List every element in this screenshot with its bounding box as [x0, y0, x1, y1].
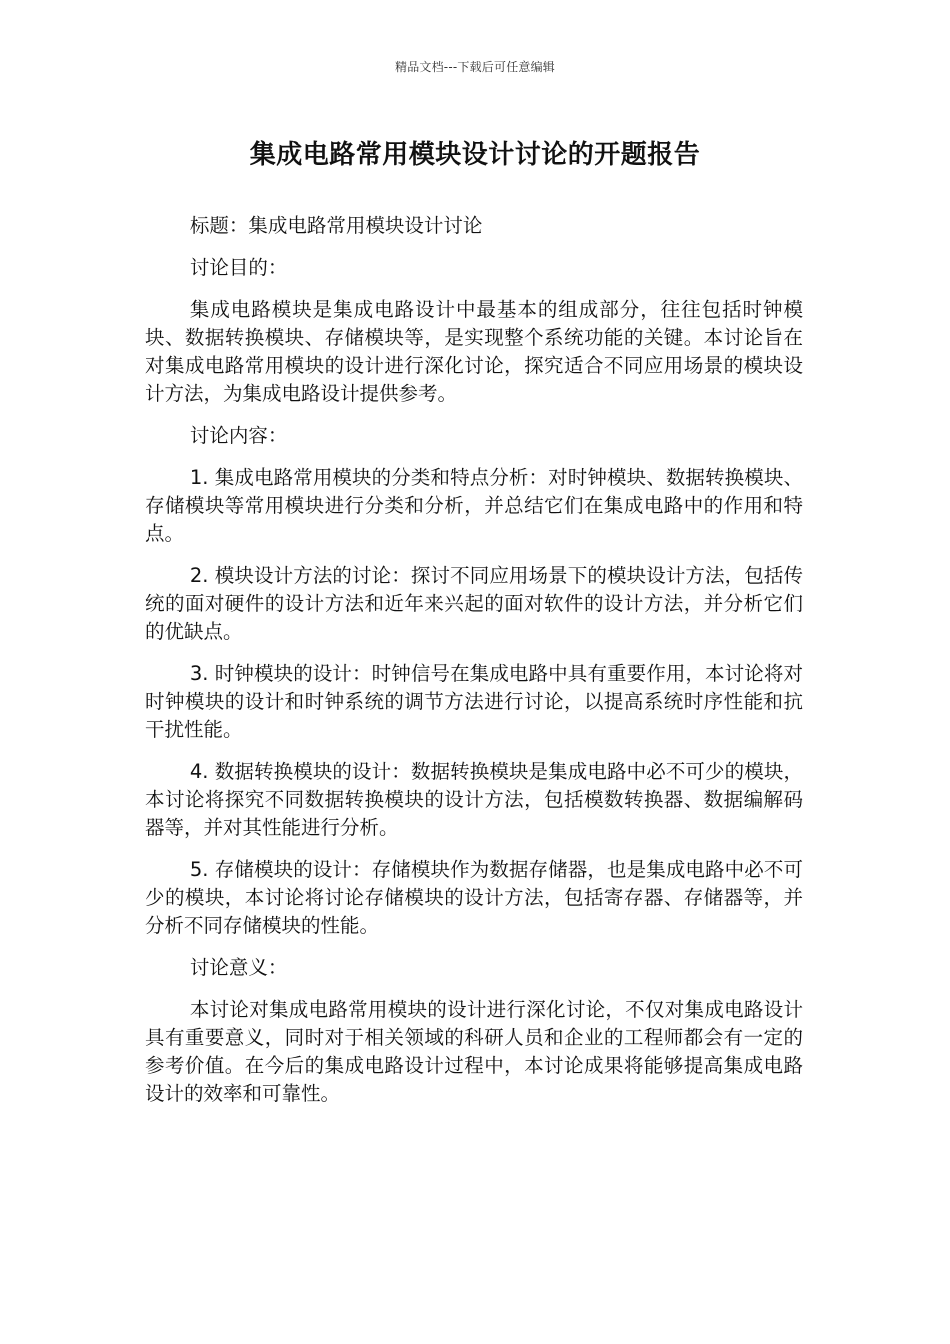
- significance-paragraph: 本讨论对集成电路常用模块的设计进行深化讨论，不仅对集成电路设计具有重要意义，同时对于相关领域的科研人员和企业的工程师都会有一定的参考价值。在今后的集成电路设计过程中，本讨论成果将能够提高集成电路设计的效率和可靠性。: [145, 998, 803, 1105]
- title-line: 标题：集成电路常用模块设计讨论: [189, 214, 483, 237]
- section-heading-content: 讨论内容：: [189, 424, 288, 447]
- content-item-2: 2. 模块设计方法的讨论：探讨不同应用场景下的模块设计方法，包括传统的面对硬件的设计方法和近年来兴起的面对软件的设计方法，并分析它们的优缺点。: [145, 564, 803, 643]
- purpose-paragraph: 集成电路模块是集成电路设计中最基本的组成部分，往往包括时钟模块、数据转换模块、存储模块等，是实现整个系统功能的关键。本讨论旨在对集成电路常用模块的设计进行深化讨论，探究适合不同应用场景的模块设计方法，为集成电路设计提供参考。: [145, 298, 803, 405]
- content-item-4: 4. 数据转换模块的设计：数据转换模块是集成电路中必不可少的模块，本讨论将探究不同数据转换模块的设计方法，包括模数转换器、数据编解码器等，并对其性能进行分析。: [145, 760, 803, 839]
- header-note: 精品文档---下载后可任意编辑: [395, 60, 555, 74]
- section-heading-purpose: 讨论目的：: [189, 256, 288, 279]
- document-title: 集成电路常用模块设计讨论的开题报告: [249, 140, 701, 170]
- document-body: [145, 212, 803, 1122]
- content-item-3: 3. 时钟模块的设计：时钟信号在集成电路中具有重要作用，本讨论将对时钟模块的设计和时钟系统的调节方法进行讨论，以提高系统时序性能和抗干扰性能。: [145, 662, 803, 741]
- content-item-5: 5. 存储模块的设计：存储模块作为数据存储器，也是集成电路中必不可少的模块，本讨论将讨论存储模块的设计方法，包括寄存器、存储器等，并分析不同存储模块的性能。: [145, 858, 803, 937]
- section-heading-significance: 讨论意义：: [189, 956, 288, 979]
- content-item-1: 1. 集成电路常用模块的分类和特点分析：对时钟模块、数据转换模块、存储模块等常用模块进行分类和分析，并总结它们在集成电路中的作用和特点。: [145, 466, 803, 545]
